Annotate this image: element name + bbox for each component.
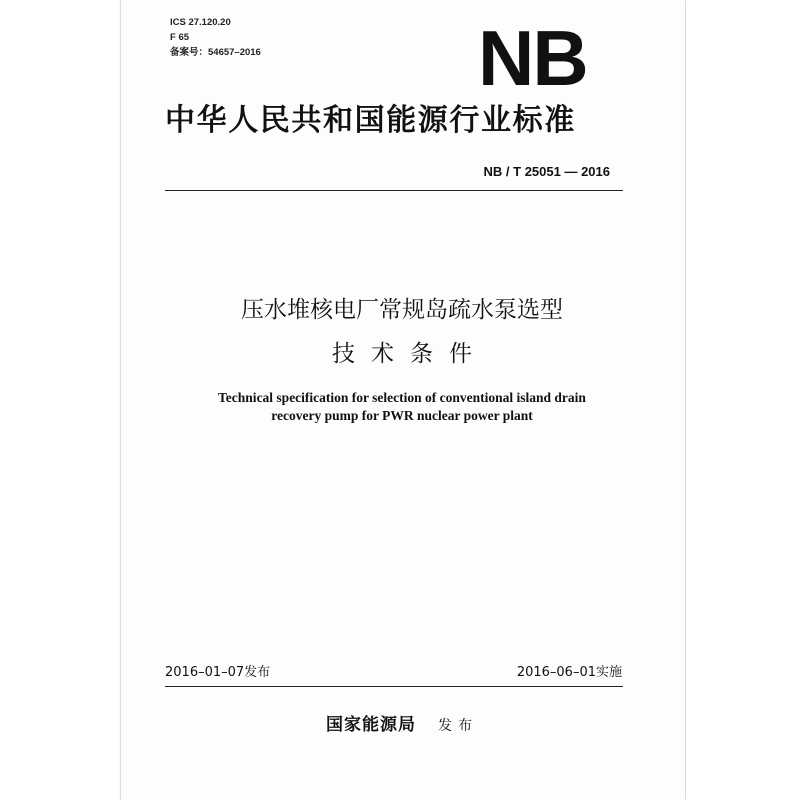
- issue-date: 2016–01–07发布: [165, 665, 271, 680]
- implementation-date: 2016–06–01实施: [516, 665, 622, 680]
- publish-label: 发布: [438, 718, 478, 734]
- standard-category-title: 中华人民共和国能源行业标准: [165, 103, 576, 138]
- ics-code: ICS 27.120.20: [170, 17, 231, 28]
- category-code: F 65: [170, 32, 190, 43]
- publisher-line: [120, 710, 684, 735]
- record-number: 备案号：54657–2016: [170, 47, 261, 58]
- chinese-title-line-1: 压水堆核电厂常规岛疏水泵选型: [241, 297, 563, 323]
- english-title: [120, 389, 684, 425]
- classification-block: [170, 15, 261, 60]
- english-title-line-1: Technical specification for selection of conventional island drain: [218, 390, 586, 405]
- bottom-divider: [165, 686, 623, 687]
- nb-logo: NB: [478, 14, 587, 102]
- top-divider: [165, 190, 623, 191]
- standard-number: NB / T 25051 — 2016: [483, 164, 610, 179]
- english-title-line-2: recovery pump for PWR nuclear power plant: [271, 408, 533, 423]
- publisher-org: 国家能源局: [326, 715, 416, 735]
- chinese-title-line-2: 技术条件: [332, 341, 488, 367]
